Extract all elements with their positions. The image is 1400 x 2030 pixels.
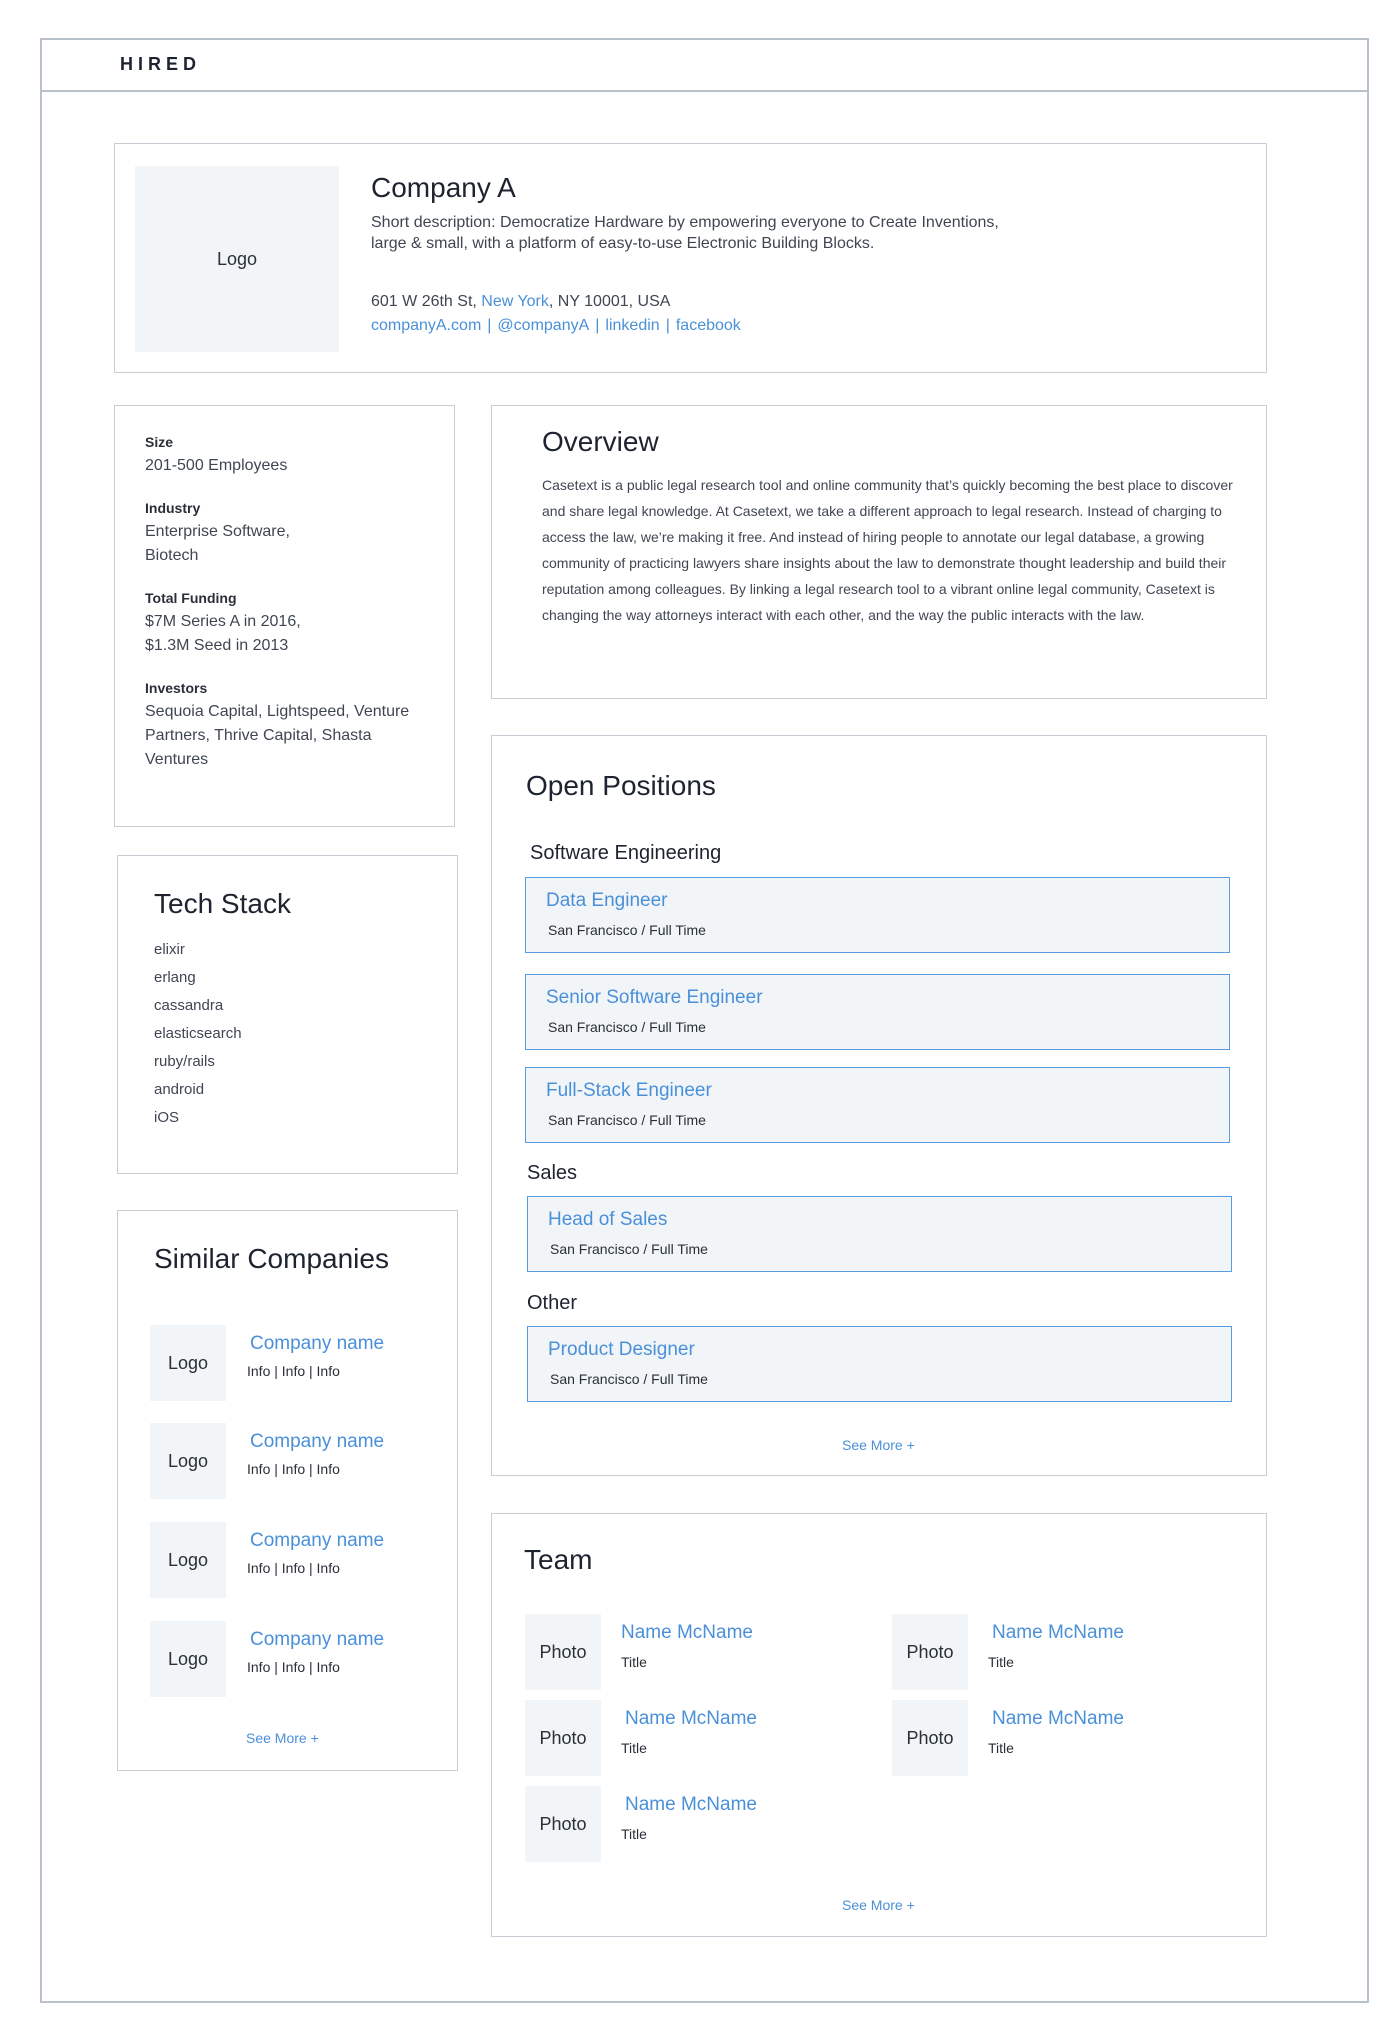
company-details-card [114, 405, 455, 827]
job-card[interactable] [527, 1196, 1232, 1272]
job-meta: San Francisco / Full Time [548, 922, 706, 938]
team-title: Team [524, 1544, 593, 1575]
member-title: Title [621, 1826, 647, 1842]
tech-stack-title: Tech Stack [154, 888, 291, 919]
tech-item: android [154, 1081, 205, 1098]
member-name-link[interactable]: Name McName [625, 1794, 757, 1815]
tech-stack-list [154, 936, 421, 1132]
linkedin-link[interactable]: linkedin [605, 317, 660, 334]
overview-card [491, 405, 1267, 699]
job-meta: San Francisco / Full Time [550, 1241, 708, 1257]
similar-company-name[interactable]: Company name [250, 1629, 385, 1650]
member-title: Title [988, 1740, 1014, 1756]
team-card [491, 1513, 1267, 1937]
tech-item: elasticsearch [154, 1025, 242, 1042]
tech-item: ruby/rails [154, 1053, 215, 1070]
job-title-link[interactable]: Data Engineer [546, 890, 668, 911]
similar-company-name[interactable]: Company name [250, 1530, 385, 1551]
category-other: Other [527, 1292, 578, 1314]
member-photo: Photo [525, 1786, 601, 1862]
overview-title: Overview [542, 426, 659, 457]
job-card[interactable] [527, 1326, 1232, 1402]
size-value: 201-500 Employees [145, 457, 288, 474]
job-meta: San Francisco / Full Time [548, 1019, 706, 1035]
positions-see-more-link[interactable]: See More + [842, 1437, 915, 1453]
job-meta: San Francisco / Full Time [550, 1371, 708, 1387]
company-address [371, 293, 670, 311]
similar-company-info: Info | Info | Info [247, 1461, 340, 1477]
team-member[interactable] [525, 1614, 845, 1690]
brand-logo[interactable]: HIRED [120, 54, 202, 74]
job-card[interactable] [525, 1067, 1230, 1143]
team-member[interactable] [525, 1700, 845, 1776]
member-title: Title [988, 1654, 1014, 1670]
investors-detail [145, 680, 424, 772]
tech-stack-card [117, 855, 458, 1174]
similar-company-info: Info | Info | Info [247, 1659, 340, 1675]
company-header-card [114, 143, 1267, 373]
size-label: Size [145, 434, 174, 450]
similar-companies-title: Similar Companies [154, 1243, 389, 1274]
member-name-link[interactable]: Name McName [621, 1622, 753, 1643]
link-separator: | [595, 317, 600, 334]
member-photo: Photo [525, 1700, 601, 1776]
similar-company-info: Info | Info | Info [247, 1560, 340, 1576]
twitter-link[interactable]: @companyA [497, 317, 590, 334]
job-title-link[interactable]: Head of Sales [548, 1209, 668, 1230]
industry-value-1: Enterprise Software, [145, 523, 290, 540]
team-member[interactable] [892, 1700, 1212, 1776]
company-links [371, 317, 741, 335]
company-name: Company A [371, 172, 516, 203]
page-frame [40, 38, 1369, 2003]
job-title-link[interactable]: Full-Stack Engineer [546, 1080, 712, 1101]
tech-item: elixir [154, 941, 185, 958]
team-see-more-link[interactable]: See More + [842, 1897, 915, 1913]
member-photo: Photo [525, 1614, 601, 1690]
investors-value-2: Partners, Thrive Capital, Shasta [145, 727, 372, 744]
similar-company-logo: Logo [150, 1423, 226, 1499]
tech-item: cassandra [154, 997, 224, 1014]
team-member[interactable] [892, 1614, 1212, 1690]
similar-company-name[interactable]: Company name [250, 1431, 385, 1452]
team-member[interactable] [525, 1786, 845, 1862]
size-detail [145, 434, 424, 478]
member-name-link[interactable]: Name McName [625, 1708, 757, 1729]
job-title-link[interactable]: Senior Software Engineer [546, 987, 763, 1008]
facebook-link[interactable]: facebook [675, 317, 741, 334]
top-bar [42, 40, 1367, 92]
tech-item: erlang [154, 969, 196, 986]
funding-label: Total Funding [145, 590, 237, 606]
industry-label: Industry [145, 500, 201, 516]
similar-see-more-link[interactable]: See More + [246, 1730, 319, 1746]
similar-company-name[interactable]: Company name [250, 1333, 385, 1354]
address-rest: , NY 10001, USA [548, 293, 671, 310]
investors-value-1: Sequoia Capital, Lightspeed, Venture [145, 703, 410, 720]
category-software-engineering: Software Engineering [530, 842, 722, 864]
job-meta: San Francisco / Full Time [548, 1112, 706, 1128]
industry-detail [145, 500, 424, 568]
company-logo: Logo [135, 166, 339, 352]
industry-value-2: Biotech [145, 547, 199, 564]
company-description: Short description: Democratize Hardware by empowering everyone to Create Inventions, large & small, with a platform of easy-to-use Electronic Building Blocks. [371, 214, 999, 252]
link-separator: | [665, 317, 670, 334]
investors-label: Investors [145, 680, 208, 696]
job-title-link[interactable]: Product Designer [548, 1339, 695, 1360]
similar-company-item[interactable] [150, 1522, 450, 1598]
job-card[interactable] [525, 974, 1230, 1050]
overview-text: Casetext is a public legal research tool and online community that’s quickly becoming the best place to discover and share legal knowledge. At Casetext, we take a different approach to legal research. Instead of charging to access the law, we’re making it free. And instead of hiring people to annotate our legal database, a growing community of practicing lawyers share insights about the law to demonstrate thought leadership and build their reputation among colleagues. By linking a legal research tool to a vibrant online legal community, Casetext is changing the way attorneys interact with each other, and the way the public interacts with the law. [542, 477, 1233, 623]
similar-company-item[interactable] [150, 1621, 450, 1697]
open-positions-card [491, 735, 1267, 1476]
member-name-link[interactable]: Name McName [992, 1708, 1124, 1729]
member-title: Title [621, 1740, 647, 1756]
address-street: 601 W 26th St, [371, 293, 482, 310]
link-separator: | [487, 317, 492, 334]
member-photo: Photo [892, 1614, 968, 1690]
similar-company-item[interactable] [150, 1325, 450, 1401]
similar-company-info: Info | Info | Info [247, 1363, 340, 1379]
member-photo: Photo [892, 1700, 968, 1776]
funding-value-1: $7M Series A in 2016, [145, 613, 301, 630]
address-city-link[interactable]: New York [481, 293, 549, 310]
similar-company-logo: Logo [150, 1522, 226, 1598]
open-positions-title: Open Positions [526, 770, 716, 801]
category-sales: Sales [527, 1162, 578, 1184]
job-card[interactable] [525, 877, 1230, 953]
funding-value-2: $1.3M Seed in 2013 [145, 637, 289, 654]
funding-detail [145, 590, 424, 658]
member-name-link[interactable]: Name McName [992, 1622, 1124, 1643]
similar-companies-card [117, 1210, 458, 1771]
website-link[interactable]: companyA.com [371, 317, 482, 334]
member-title: Title [621, 1654, 647, 1670]
tech-item: iOS [154, 1109, 180, 1126]
similar-company-logo: Logo [150, 1325, 226, 1401]
similar-company-logo: Logo [150, 1621, 226, 1697]
similar-company-item[interactable] [150, 1423, 450, 1499]
investors-value-3: Ventures [145, 751, 209, 768]
